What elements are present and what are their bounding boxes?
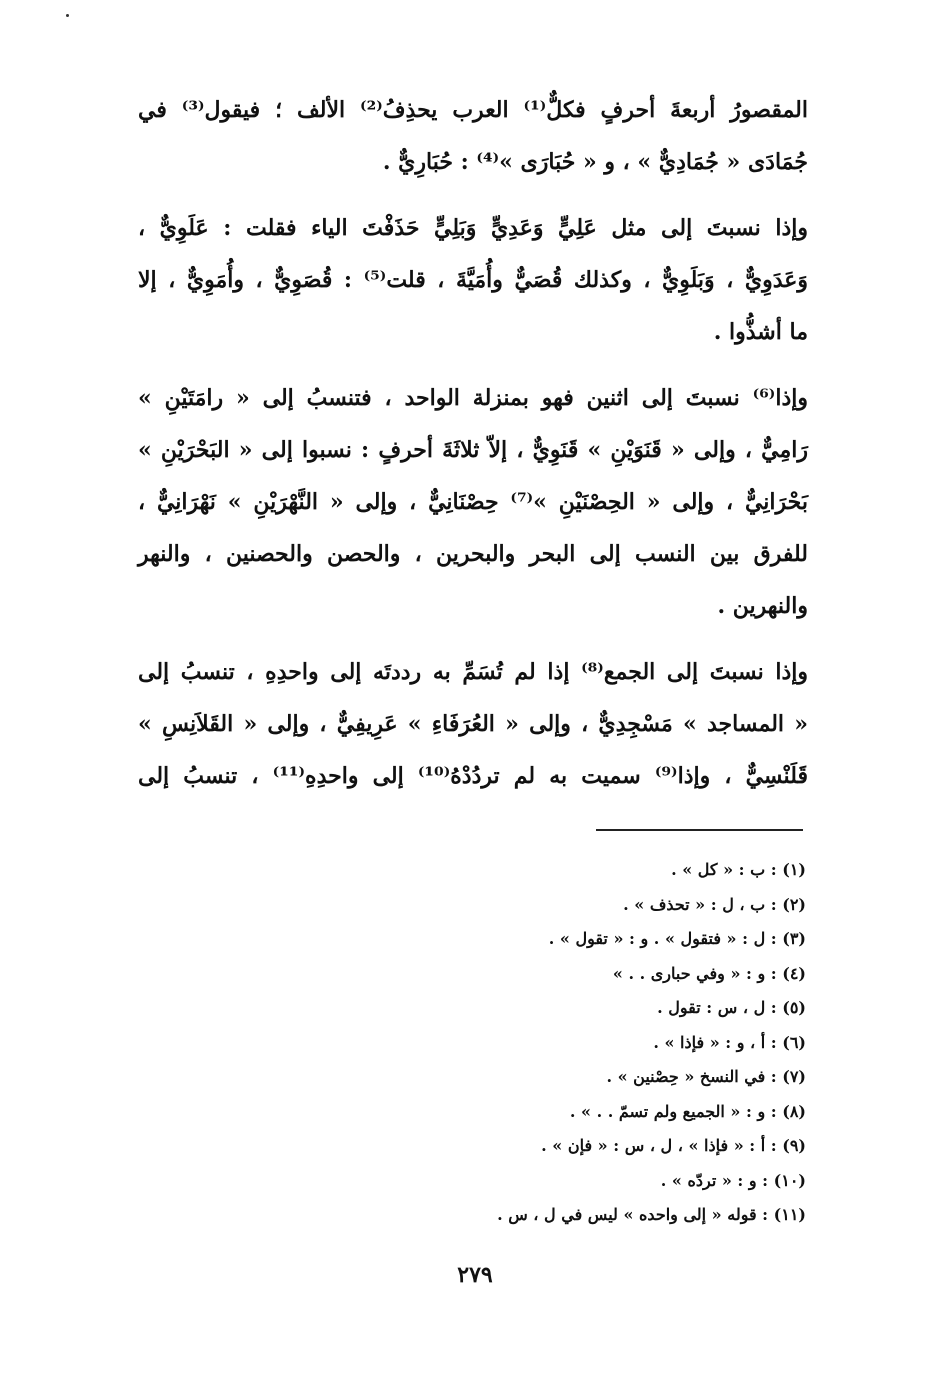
footnote-11: (١١) : قوله « إلى واحده » ليس في ل ، س . [497, 1205, 806, 1224]
footnote-6: (٦) : أ ، و : « فإذا » . [653, 1032, 806, 1052]
paragraph-1 [138, 84, 808, 188]
footnotes [360, 853, 806, 1233]
text-line: بَحْرَانِيٌّ ، وإلى « الحِصْنَيْنِ »⁽⁷⁾ حِصْنَانِيٌّ ، وإلى « النَّهْرَيْنِ » نَهْرَانِيٌّ ، [138, 489, 808, 515]
footnote-2: (٢) : ب ، ل : « تحذف » . [623, 894, 806, 914]
text-line: جُمَادَى « جُمَادِيٌّ » ، و « حُبَارَى »⁽⁴⁾ : حُبَارِيٌّ . [382, 149, 808, 175]
text-line: وإذا⁽⁶⁾ نسبتَ إلى اثنين فهو بمنزلة الواحد ، فتنسبُ إلى « رامَتَيْنِ » [138, 385, 808, 411]
footnote-separator [596, 829, 803, 831]
footnote-10: (١٠) : و : « تردّه » . [660, 1170, 806, 1190]
footnote-8: (٨) : و : « الجميع ولم تسمّ . . » . [569, 1101, 806, 1121]
text-line: للفرق بين النسب إلى البحر والبحرين ، والحصن والحصنين ، والنهر [138, 541, 808, 567]
footnote-4: (٤) : و : « وفي حبارى . . » [612, 963, 806, 983]
footnote-1: (١) : ب : « كل » . [671, 860, 806, 879]
footnote-3: (٣) : ل : « فتقول » . و : « تقول » . [548, 929, 806, 948]
footnote-7: (٧) : في النسخ « حِصْنين » . [606, 1067, 806, 1086]
text-line: رَامِيٌّ ، وإلى « قَنَوَيْنِ » قَنَوِيٌّ ، إلاّ ثلاثَةَ أحرفٍ : نسبوا إلى « البَحْرَيْنِ » [138, 437, 808, 463]
corner-dot [66, 14, 69, 17]
main-text [138, 84, 808, 802]
text-line: وإذا نسبتَ إلى الجمع⁽⁸⁾ إذا لم تُسَمِّ به رددتَه إلى واحدِهِ ، تنسبُ إلى [138, 659, 809, 685]
text-line: المقصورُ أربعةَ أحرفٍ فكلٌّ⁽¹⁾ العرب يحذِفُ⁽²⁾ الألف ؛ فيقول⁽³⁾ في [138, 97, 808, 123]
paragraph-2 [138, 202, 808, 358]
footnote-9: (٩) : أ : « فإذا » ، ل ، س : « فإن » . [541, 1136, 806, 1155]
text-line: وَعَدَوِيٌّ ، وَبَلَوِيٌّ ، وكذلك قُصَيٌّ وأُمَيَّةَ ، قلت⁽⁵⁾ : قُصَوِيٌّ ، وأُمَوِيٌّ ، إلا [138, 267, 808, 293]
text-line: وإذا نسبتَ إلى مثل عَلِيٍّ وَعَدِيٍّ وَبَلِيٍّ حَذَفْتَ الياء فقلت : عَلَوِيٌّ ، [138, 215, 808, 241]
footnote-5: (٥) : ل ، س : تقول . [657, 998, 806, 1017]
text-line: قَلَنْسِيٌّ ، وإذا⁽⁹⁾ سميت به لم تردُدْهُ⁽¹⁰⁾ إلى واحدِهِ⁽¹¹⁾ ، تنسبُ إلى [138, 763, 808, 789]
paragraph-4 [138, 646, 808, 802]
page-number: ٢٧٩ [457, 1262, 493, 1288]
paragraph-3 [138, 372, 808, 632]
text-line: « المساجد » مَسْجِدِيٌّ ، وإلى « العُرَفَاءِ » عَرِيفِيٌّ ، وإلى « القَلاَنِسِ » [138, 711, 808, 737]
text-line: ما أشذُّوا . [713, 319, 808, 345]
text-line: والنهرين . [717, 593, 808, 619]
